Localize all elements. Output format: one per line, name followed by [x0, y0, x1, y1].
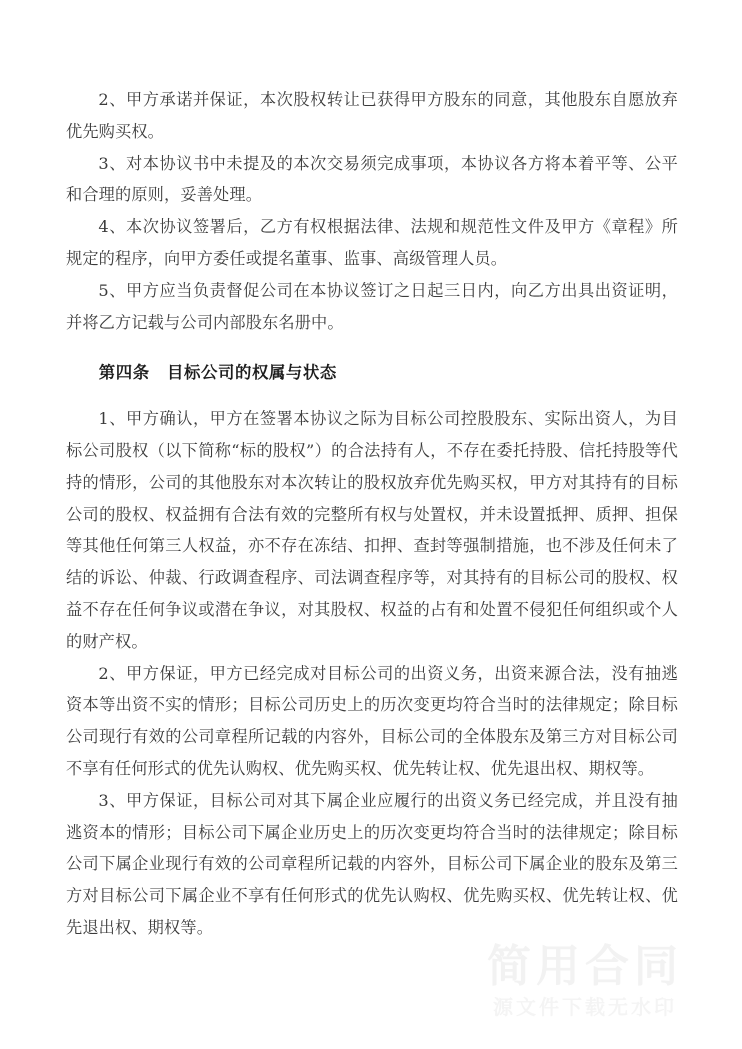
- watermark-tagline-text: 源文件下载无水印: [493, 995, 677, 1019]
- section-heading-clause4: [66, 357, 678, 389]
- paragraph-clause3-item3: 3、对本协议书中未提及的本次交易须完成事项，本协议各方将本着平等、公平和合理的原则，妥善处理。: [66, 153, 678, 205]
- paragraph-clause4-item1: 1、甲方确认，甲方在签署本协议之际为目标公司控股股东、实际出资人，为目标公司股权（以下简称“标的股权”）的合法持有人，不存在委托持股、信托持股等代持的情形，公司的其他股东对本次转让的股权放弃优先购买权，甲方对其持有的目标公司的股权、权益拥有合法有效的完整所有权与处置权，并未设置抵押、质押、担保等其他任何第三人权益，亦不存在冻结、扣押、查封等强制措施，也不涉及任何未了结的诉讼、仲裁、行政调查程序、司法调查程序等，对其持有的目标公司的股权、权益不存在任何争议或潜在争议，对其股权、权益的占有和处置不侵犯任何组织或个人的财产权。: [66, 409, 678, 651]
- watermark-brand-text: 简用合同: [487, 941, 683, 993]
- section-heading-number: 第四条: [98, 363, 150, 383]
- paragraph-clause3-item2: 2、甲方承诺并保证，本次股权转让已获得甲方股东的同意，其他股东自愿放弃优先购买权。: [66, 90, 678, 141]
- paragraph-clause3-item5: 5、甲方应当负责督促公司在本协议签订之日起三日内，向乙方出具出资证明，并将乙方记载与公司内部股东名册中。: [66, 280, 678, 332]
- paragraph-clause4-item3: 3、甲方保证，目标公司对其下属企业应履行的出资义务已经完成，并且没有抽逃资本的情形；目标公司下属企业历史上的历次变更均符合当时的法律规定；除目标公司下属企业现行有效的公司章程所记载的内容外，目标公司下属企业的股东及第三方对目标公司下属企业不享有任何形式的优先认购权、优先购买权、优先转让权、优先退出权、期权等。: [66, 790, 678, 937]
- watermark: [450, 943, 720, 1021]
- paragraph-clause4-item2: 2、甲方保证，甲方已经完成对目标公司的出资义务，出资来源合法，没有抽逃资本等出资不实的情形；目标公司历史上的历次变更均符合当时的法律规定；除目标公司现行有效的公司章程所记载的内容外，目标公司的全体股东及第三方对目标公司不享有任何形式的优先认购权、优先购买权、优先转让权、优先退出权、期权等。: [66, 663, 678, 778]
- document-body: [66, 84, 678, 944]
- section-heading-title: 目标公司的权属与状态: [167, 363, 337, 383]
- paragraph-clause3-item4: 4、本次协议签署后，乙方有权根据法律、法规和规范性文件及甲方《章程》所规定的程序，向甲方委任或提名董事、监事、高级管理人员。: [66, 217, 678, 268]
